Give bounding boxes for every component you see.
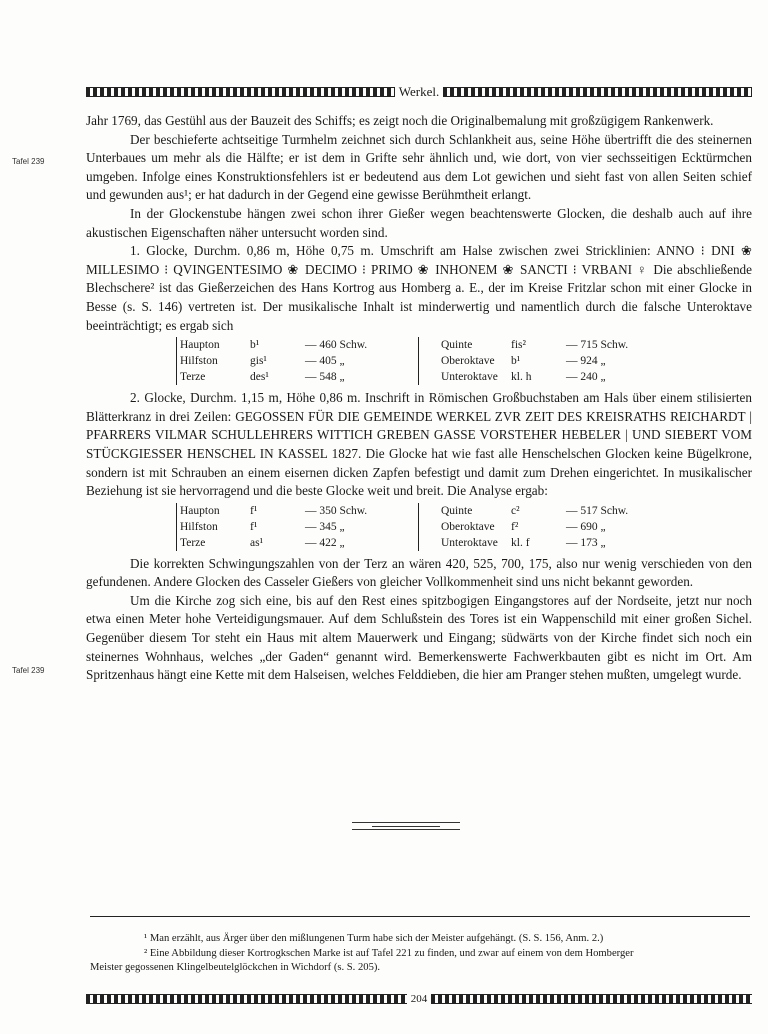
table-divider [418, 503, 419, 551]
tone-row: Unteroktave kl. h — 240 „ [441, 371, 606, 384]
header-ornament-left [86, 87, 395, 97]
running-header [86, 82, 752, 102]
paragraph: Um die Kirche zog sich eine, bis auf den Rest eines spitzbogigen Eingangstores auf der Nordseite, jetzt nur noch etwa einen Meter hohe Verteidigungsmauer. Auf dem Schlußstein des Tores ist ein Wappenschild mit einer großen Sichel. Gegenüber diesem Tor steht ein Haus mit altem Mauerwerk und Eingang; südwärts von der Kirche findet sich noch ein steinernes Wohnhaus, welches „der Gaden“ genannt wird. Bemerkenswerte Fachwerkbauten gibt es nicht im Ort. Am Spritzenhaus hängt eine Kette mit dem Halseisen, welches Felddieben, die hier am Pranger stehen mußten, umgelegt wurde. [86, 592, 752, 683]
paragraph: 2. Glocke, Durchm. 1,15 m, Höhe 0,86 m. Inschrift in Römischen Großbuchstaben am Hals über einem stilisierten Blätterkranz in drei Zeilen: GEGOSSEN FÜR DIE GEMEINDE WERKEL ZVR ZEIT DES KREISRATHS REICHARDT | PFARRERS VILMAR SCHULLEHRERS WITTICH GREBEN GASSE VORSTEHER HEBELER | UND SIEBERT VOM STÜCKGIESSER HENSCHEL IN KASSEL 1827. Die Glocke hat wie fast alle Henschelschen Glocken keine Bügelkrone, sondern ist mit Schrauben an einem eisernen dicken Zapfen befestigt und damit zum Drehen eingerichtet. In musikalischer Beziehung ist sie hervorragend und die beste Glocke weit und breit. Die Analyse ergab: [86, 390, 752, 499]
table-divider [418, 337, 419, 385]
tone-row: Unteroktave kl. f — 173 „ [441, 536, 606, 549]
main-text [86, 112, 752, 685]
bell2-analysis-table [176, 503, 646, 551]
footnote-rule [90, 916, 750, 917]
bell1-tones-right [441, 337, 646, 385]
footnote-1: ¹ Man erzählt, aus Ärger über den mißlungenen Turm habe sich der Meister aufgehängt. (S. S. 156, Anm. 2.) [144, 933, 604, 944]
footer-ornament-right [431, 994, 752, 1004]
paragraph: Jahr 1769, das Gestühl aus der Bauzeit des Schiffs; es zeigt noch die Originalbemalung mit großzügigem Rankenwerk. [86, 113, 714, 128]
tone-row: Haupton b¹ — 460 Schw. [180, 339, 368, 352]
bell1-analysis-table [176, 337, 646, 385]
bell1-tones-left [176, 337, 396, 385]
bell2-tones-left [176, 503, 396, 551]
margin-note-plate: Tafel 239 [12, 666, 45, 675]
running-footer [86, 990, 752, 1008]
margin-note-plate: Tafel 239 [12, 157, 45, 166]
tone-row: Quinte fis² — 715 Schw. [441, 339, 629, 352]
paragraph: 1. Glocke, Durchm. 0,86 m, Höhe 0,75 m. Umschrift am Halse zwischen zwei Stricklinien: ANNO ⁝ DNI ❀ MILLESIMO ⁝ QVINGENTESIMO ❀ DECIMO ⁝ PRIMO ❀ INHONEM ❀ SANCTI ⁝ VRBANI ♀ Die abschließende Blechschere² ist das Gießerzeichen des Hans Kortrog aus Homberg a. E., der im Kreise Fritzlar schon mit einer Glocke in Besse (s. S. 146) vertreten ist. Der musikalische Inhalt ist minderwertig und namentlich durch die falsche Unteroktave beeinträchtigt; es ergab sich [86, 243, 752, 333]
running-head-title: Werkel. [398, 84, 440, 99]
section-separator-ornament [352, 822, 460, 830]
tone-row: Hilfston gis¹ — 405 „ [180, 355, 345, 368]
tone-row: Terze des¹ — 548 „ [180, 371, 345, 384]
tone-row: Haupton f¹ — 350 Schw. [180, 504, 368, 517]
tone-row: Terze as¹ — 422 „ [180, 536, 345, 549]
bell2-tones-right [441, 503, 646, 551]
page-number: 204 [410, 993, 428, 1005]
header-ornament-right [443, 87, 752, 97]
footnote-2-continued: Meister gegossenen Klingelbeutelglöckchen in Wichdorf (s. S. 205). [90, 962, 381, 973]
tone-row: Oberoktave f² — 690 „ [441, 520, 606, 533]
paragraph: In der Glockenstube hängen zwei schon ihrer Gießer wegen beachtenswerte Glocken, die deshalb auch auf ihre akustischen Eigenschaften näher untersucht worden sind. [86, 205, 752, 240]
footnotes [90, 932, 750, 976]
footer-ornament-left [86, 994, 407, 1004]
footnote-2: ² Eine Abbildung dieser Kortrogkschen Marke ist auf Tafel 221 zu finden, und zwar auf einem von dem Homberger [144, 947, 634, 959]
tone-row: Quinte c² — 517 Schw. [441, 504, 629, 517]
tone-row: Hilfston f¹ — 345 „ [180, 520, 345, 533]
paragraph: Die korrekten Schwingungszahlen von der Terz an wären 420, 525, 700, 175, also nur wenig verschieden von den gefundenen. Andere Glocken des Casseler Gießers von gleicher Vollkommenheit sind uns nicht bekannt geworden. [86, 555, 752, 590]
paragraph: Der beschieferte achtseitige Turmhelm zeichnet sich durch Schlankheit aus, seine Höhe übertrifft die des steinernen Unterbaues um mehr als die Hälfte; er ist dem in Grifte sehr ähnlich und, wie dort, von vier sechsseitigen Ecktürmchen umgeben. Infolge eines Konstruktionsfehlers ist er bedeutend aus dem Lot gewichen und sieht fast von allen Seiten schief und gewunden aus¹; er hat dadurch in der Gegend eine gewisse Berühmtheit erlangt. [86, 131, 752, 203]
tone-row: Oberoktave b¹ — 924 „ [441, 355, 606, 368]
